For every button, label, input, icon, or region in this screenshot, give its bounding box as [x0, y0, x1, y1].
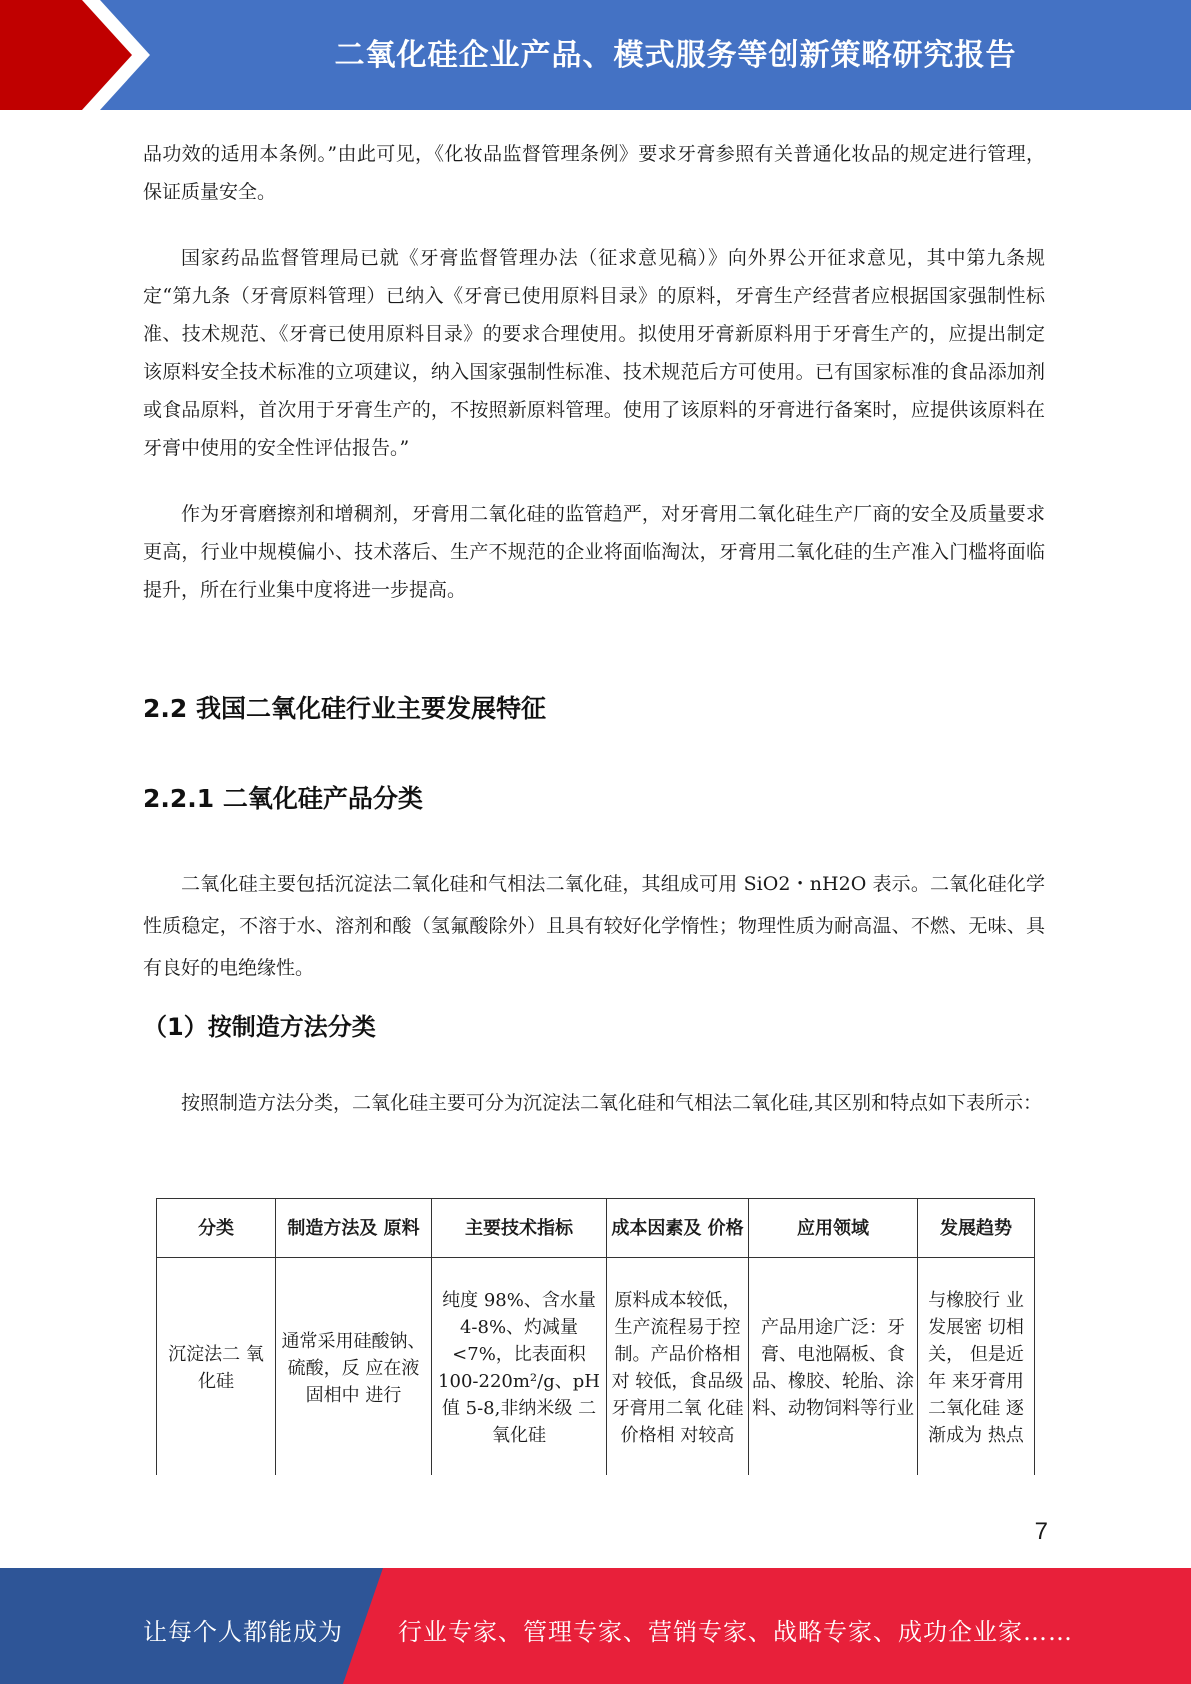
table-header-specs: 主要技术指标 — [432, 1199, 607, 1258]
table-cell-category: 沉淀法二 氧化硅 — [157, 1258, 276, 1479]
paragraph-silica-overview: 二氧化硅主要包括沉淀法二氧化硅和气相法二氧化硅，其组成可用 SiO2・nH2O 表示。二氧化硅化学性质稳定，不溶于水、溶剂和酸（氢氟酸除外）且具有较好化学惰性；物理性质为耐高温、不燃、无味、具有良好的电绝缘性。 — [143, 873, 1045, 979]
table-header-method: 制造方法及 原料 — [276, 1199, 432, 1258]
report-title: 二氧化硅企业产品、模式服务等创新策略研究报告 — [334, 38, 1017, 73]
table-cell-cost: 原料成本较低，生产流程易于控制。产品价格相对 较低，食品级牙膏用二氧 化硅价格相 对较高 — [607, 1258, 749, 1479]
table-cell-specs: 纯度 98%、含水量 4-8%、灼减量<7%，比表面积100-220m²/g、pH值 5-8,非纳米级 二氧化硅 — [432, 1258, 607, 1479]
page-footer — [0, 1568, 1191, 1684]
paragraph-table-intro: 按照制造方法分类，二氧化硅主要可分为沉淀法二氧化硅和气相法二氧化硅,其区别和特点如下表所示： — [181, 1092, 1043, 1114]
page-number: 7 — [1034, 1518, 1048, 1545]
section-heading-2-2: 2.2 我国二氧化硅行业主要发展特征 — [143, 694, 546, 723]
section-heading-2-2-1: 2.2.1 二氧化硅产品分类 — [143, 784, 423, 813]
table-header-row — [157, 1199, 1035, 1258]
table-row — [157, 1258, 1035, 1479]
table-header-applications: 应用领域 — [749, 1199, 918, 1258]
header-arrow-decoration — [0, 0, 160, 110]
silica-classification-table — [156, 1198, 1035, 1479]
paragraph-toothpaste-draft-rules: 国家药品监督管理局已就《牙膏监督管理办法（征求意见稿）》向外界公开征求意见，其中第九条规定“第九条（牙膏原料管理）已纳入《牙膏已使用原料目录》的原料，牙膏生产经营者应根据国家强制性标准、技术规范、《牙膏已使用原料目录》的要求合理使用。拟使用牙膏新原料用于牙膏生产的，应提出制定该原料安全技术标准的立项建议，纳入国家强制性标准、技术规范后方可使用。已有国家标准的食品添加剂或食品原料，首次用于牙膏生产的，不按照新原料管理。使用了该原料的牙膏进行备案时，应提供该原料在牙膏中使用的安全性评估报告。” — [143, 247, 1045, 459]
subheading-by-manufacturing-method: （1）按制造方法分类 — [143, 1013, 376, 1041]
paragraph-cosmetics-regulation: 品功效的适用本条例。”由此可见，《化妆品监督管理条例》要求牙膏参照有关普通化妆品的规定进行管理，保证质量安全。 — [143, 143, 1045, 203]
footer-slogan-lead: 让每个人都能成为 — [143, 1618, 343, 1646]
footer-slogan-roles: 行业专家、管理专家、营销专家、战略专家、成功企业家…… — [398, 1618, 1073, 1646]
page-header — [0, 0, 1191, 110]
table-header-cost: 成本因素及 价格 — [607, 1199, 749, 1258]
table-cell-trend: 与橡胶行 业发展密 切相关， 但是近年 来牙膏用二氧化硅 逐渐成为 热点 — [918, 1258, 1035, 1479]
table-header-category: 分类 — [157, 1199, 276, 1258]
table-header-trend: 发展趋势 — [918, 1199, 1035, 1258]
page-content — [143, 135, 1045, 1122]
table-cell-method: 通常采用硅酸钠、硫酸，反 应在液固相中 进行 — [276, 1258, 432, 1479]
page-break-mask — [150, 1475, 1050, 1495]
table-cell-applications: 产品用途广泛：牙膏、电池隔板、食品、橡胶、轮胎、涂料、动物饲料等行业 — [749, 1258, 918, 1479]
paragraph-regulation-trend: 作为牙膏磨擦剂和增稠剂，牙膏用二氧化硅的监管趋严，对牙膏用二氧化硅生产厂商的安全及质量要求更高，行业中规模偏小、技术落后、生产不规范的企业将面临淘汰，牙膏用二氧化硅的生产准入门槛将面临提升，所在行业集中度将进一步提高。 — [143, 503, 1045, 601]
